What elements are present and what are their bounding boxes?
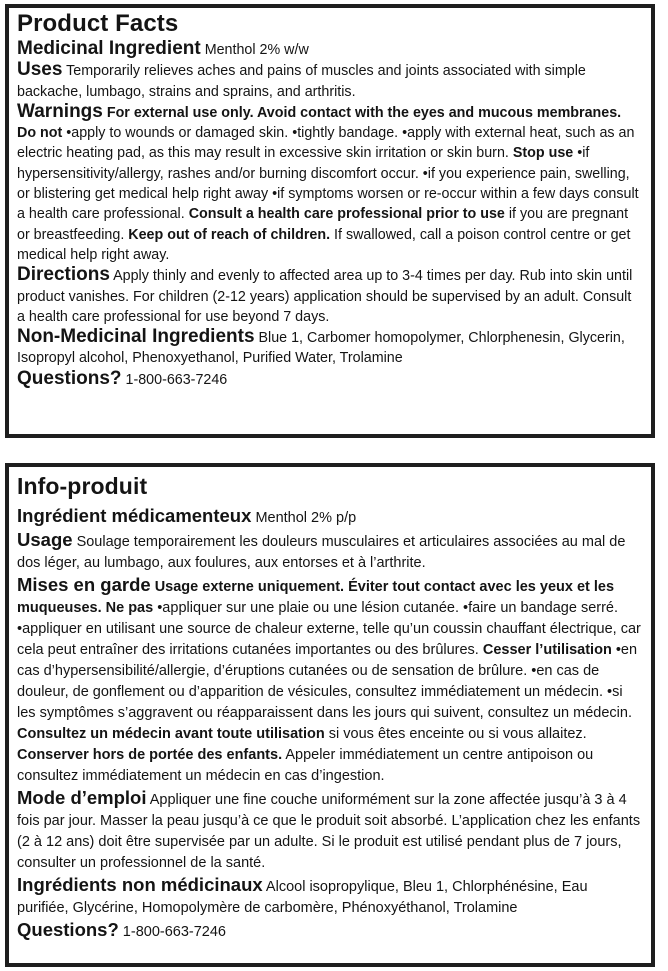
product-facts-panel-fr xyxy=(5,463,655,967)
product-facts-panel-en xyxy=(5,4,655,438)
warnings-section xyxy=(17,102,641,265)
section-heading: Medicinal Ingredient xyxy=(17,38,201,59)
section-heading: Mises en garde xyxy=(17,574,151,595)
section-text: Soulage temporairement les douleurs musculaires et articulaires associées au mal de dos léger, au lumbago, aux foulures, aux entorses et à l’arthrite. xyxy=(17,534,626,571)
panel-title: Product Facts xyxy=(17,10,179,37)
consult-label: Consultez un médecin avant toute utilisation xyxy=(17,726,325,742)
warnings-section xyxy=(17,574,641,787)
questions-section xyxy=(17,919,641,943)
section-heading: Uses xyxy=(17,59,63,81)
phone-number: 1-800-663-7246 xyxy=(122,924,226,940)
warning-lead: For external use only. Avoid contact with the eyes and mucous membranes. xyxy=(106,104,622,121)
section-heading: Questions? xyxy=(17,367,122,389)
section-text: Blue 1, Carbomer homopolymer, Chlorphenesin, Glycerin, Isopropyl alcohol, Phenoxyethanol, Purified Water, Trolamine xyxy=(17,330,625,367)
non-medicinal-section xyxy=(17,874,641,919)
keep-out-label: Conserver hors de portée des enfants. xyxy=(17,747,283,763)
consult-text: if you are pregnant or breastfeeding. xyxy=(17,206,629,243)
do-not-label: Ne pas xyxy=(105,600,154,616)
stop-use-text: •en cas d’hypersensibilité/allergie, d’éruptions cutanées ou de sensation de brûlure. •en cas de douleur, de gonflement ou d’apparition de vésicules, consultez immédiatement un médecin. •si les symptômes s’aggravent ou réapparaissent dans les jours qui suivent, consultez un médecin. xyxy=(17,642,638,721)
consult-label: Consult a health care professional prior to use xyxy=(188,206,505,223)
medicinal-ingredient-section xyxy=(17,505,641,529)
directions-section xyxy=(17,265,641,327)
panel-title: Info-produit xyxy=(17,473,148,499)
uses-section xyxy=(17,529,641,574)
medicinal-ingredient-section xyxy=(17,39,641,60)
questions-section xyxy=(17,369,641,390)
section-heading: Mode d’emploi xyxy=(17,787,147,808)
section-heading: Ingrédient médicamenteux xyxy=(17,505,252,526)
section-heading: Usage xyxy=(17,529,73,550)
directions-section xyxy=(17,787,641,874)
keep-out-text: Appeler immédiatement un centre antipoison ou consultez immédiatement un médecin en cas d’ingestion. xyxy=(17,747,594,784)
section-heading: Warnings xyxy=(17,100,103,122)
uses-section xyxy=(17,60,641,102)
section-text: Alcool isopropylique, Bleu 1, Chlorphénésine, Eau purifiée, Glycérine, Homopolymère de carbomère, Phénoxyéthanol, Trolamine xyxy=(17,879,588,916)
section-heading: Questions? xyxy=(17,919,119,940)
do-not-label: Do not xyxy=(17,125,63,142)
stop-use-text: •if hypersensitivity/allergy, rashes and/or burning discomfort occur. •if you experience pain, swelling, or blistering get medical help right away •if symptoms worsen or re-occur within a few days consult a health care professional. xyxy=(17,145,639,223)
do-not-text: •appliquer sur une plaie ou une lésion cutanée. •faire un bandage serré. •appliquer en utilisant une source de chaleur externe, telle qu’un coussin chauffant électrique, car cela peut entraîner des irritations cutanées importantes ou des brûlures. xyxy=(17,600,641,658)
stop-use-label: Stop use xyxy=(512,145,574,162)
keep-out-label: Keep out of reach of children. xyxy=(128,226,331,243)
section-text: Appliquer une fine couche uniformément sur la zone affectée jusqu’à 3 à 4 fois par jour. Masser la peau jusqu’à ce que le produit soit absorbé. L’application chez les enfants (2 à 12 ans) doit être supervisée par un adulte. Si le produit est utilisé pendant plus de 7 jours, consulter un professionnel de la santé. xyxy=(17,792,641,871)
section-text: Apply thinly and evenly to affected area up to 3-4 times per day. Rub into skin until product vanishes. For children (2-12 years) application should be supervised by an adult. Consult a health care professional for use beyond 7 days. xyxy=(17,268,633,325)
do-not-text: •apply to wounds or damaged skin. •tightly bandage. •apply with external heat, such as an electric heating pad, as this may result in excessive skin irritation or skin burn. xyxy=(17,125,635,162)
section-text: Menthol 2% w/w xyxy=(204,42,309,58)
section-text: Temporarily relieves aches and pains of muscles and joints associated with simple backache, lumbago, strains and sprains, and arthritis. xyxy=(17,63,586,100)
consult-text: si vous êtes enceinte ou si vous allaitez. xyxy=(328,726,587,742)
warning-lead: Usage externe uniquement. Éviter tout contact avec les yeux et les muqueuses. xyxy=(17,579,615,616)
section-heading: Ingrédients non médicinaux xyxy=(17,874,263,895)
section-text: Menthol 2% p/p xyxy=(255,510,357,526)
section-heading: Directions xyxy=(17,264,110,286)
section-heading: Non-Medicinal Ingredients xyxy=(17,326,255,348)
keep-out-text: If swallowed, call a poison control centre or get medical help right away. xyxy=(17,226,631,263)
non-medicinal-section xyxy=(17,327,641,369)
phone-number: 1-800-663-7246 xyxy=(125,371,228,388)
stop-use-label: Cesser l’utilisation xyxy=(482,642,612,658)
